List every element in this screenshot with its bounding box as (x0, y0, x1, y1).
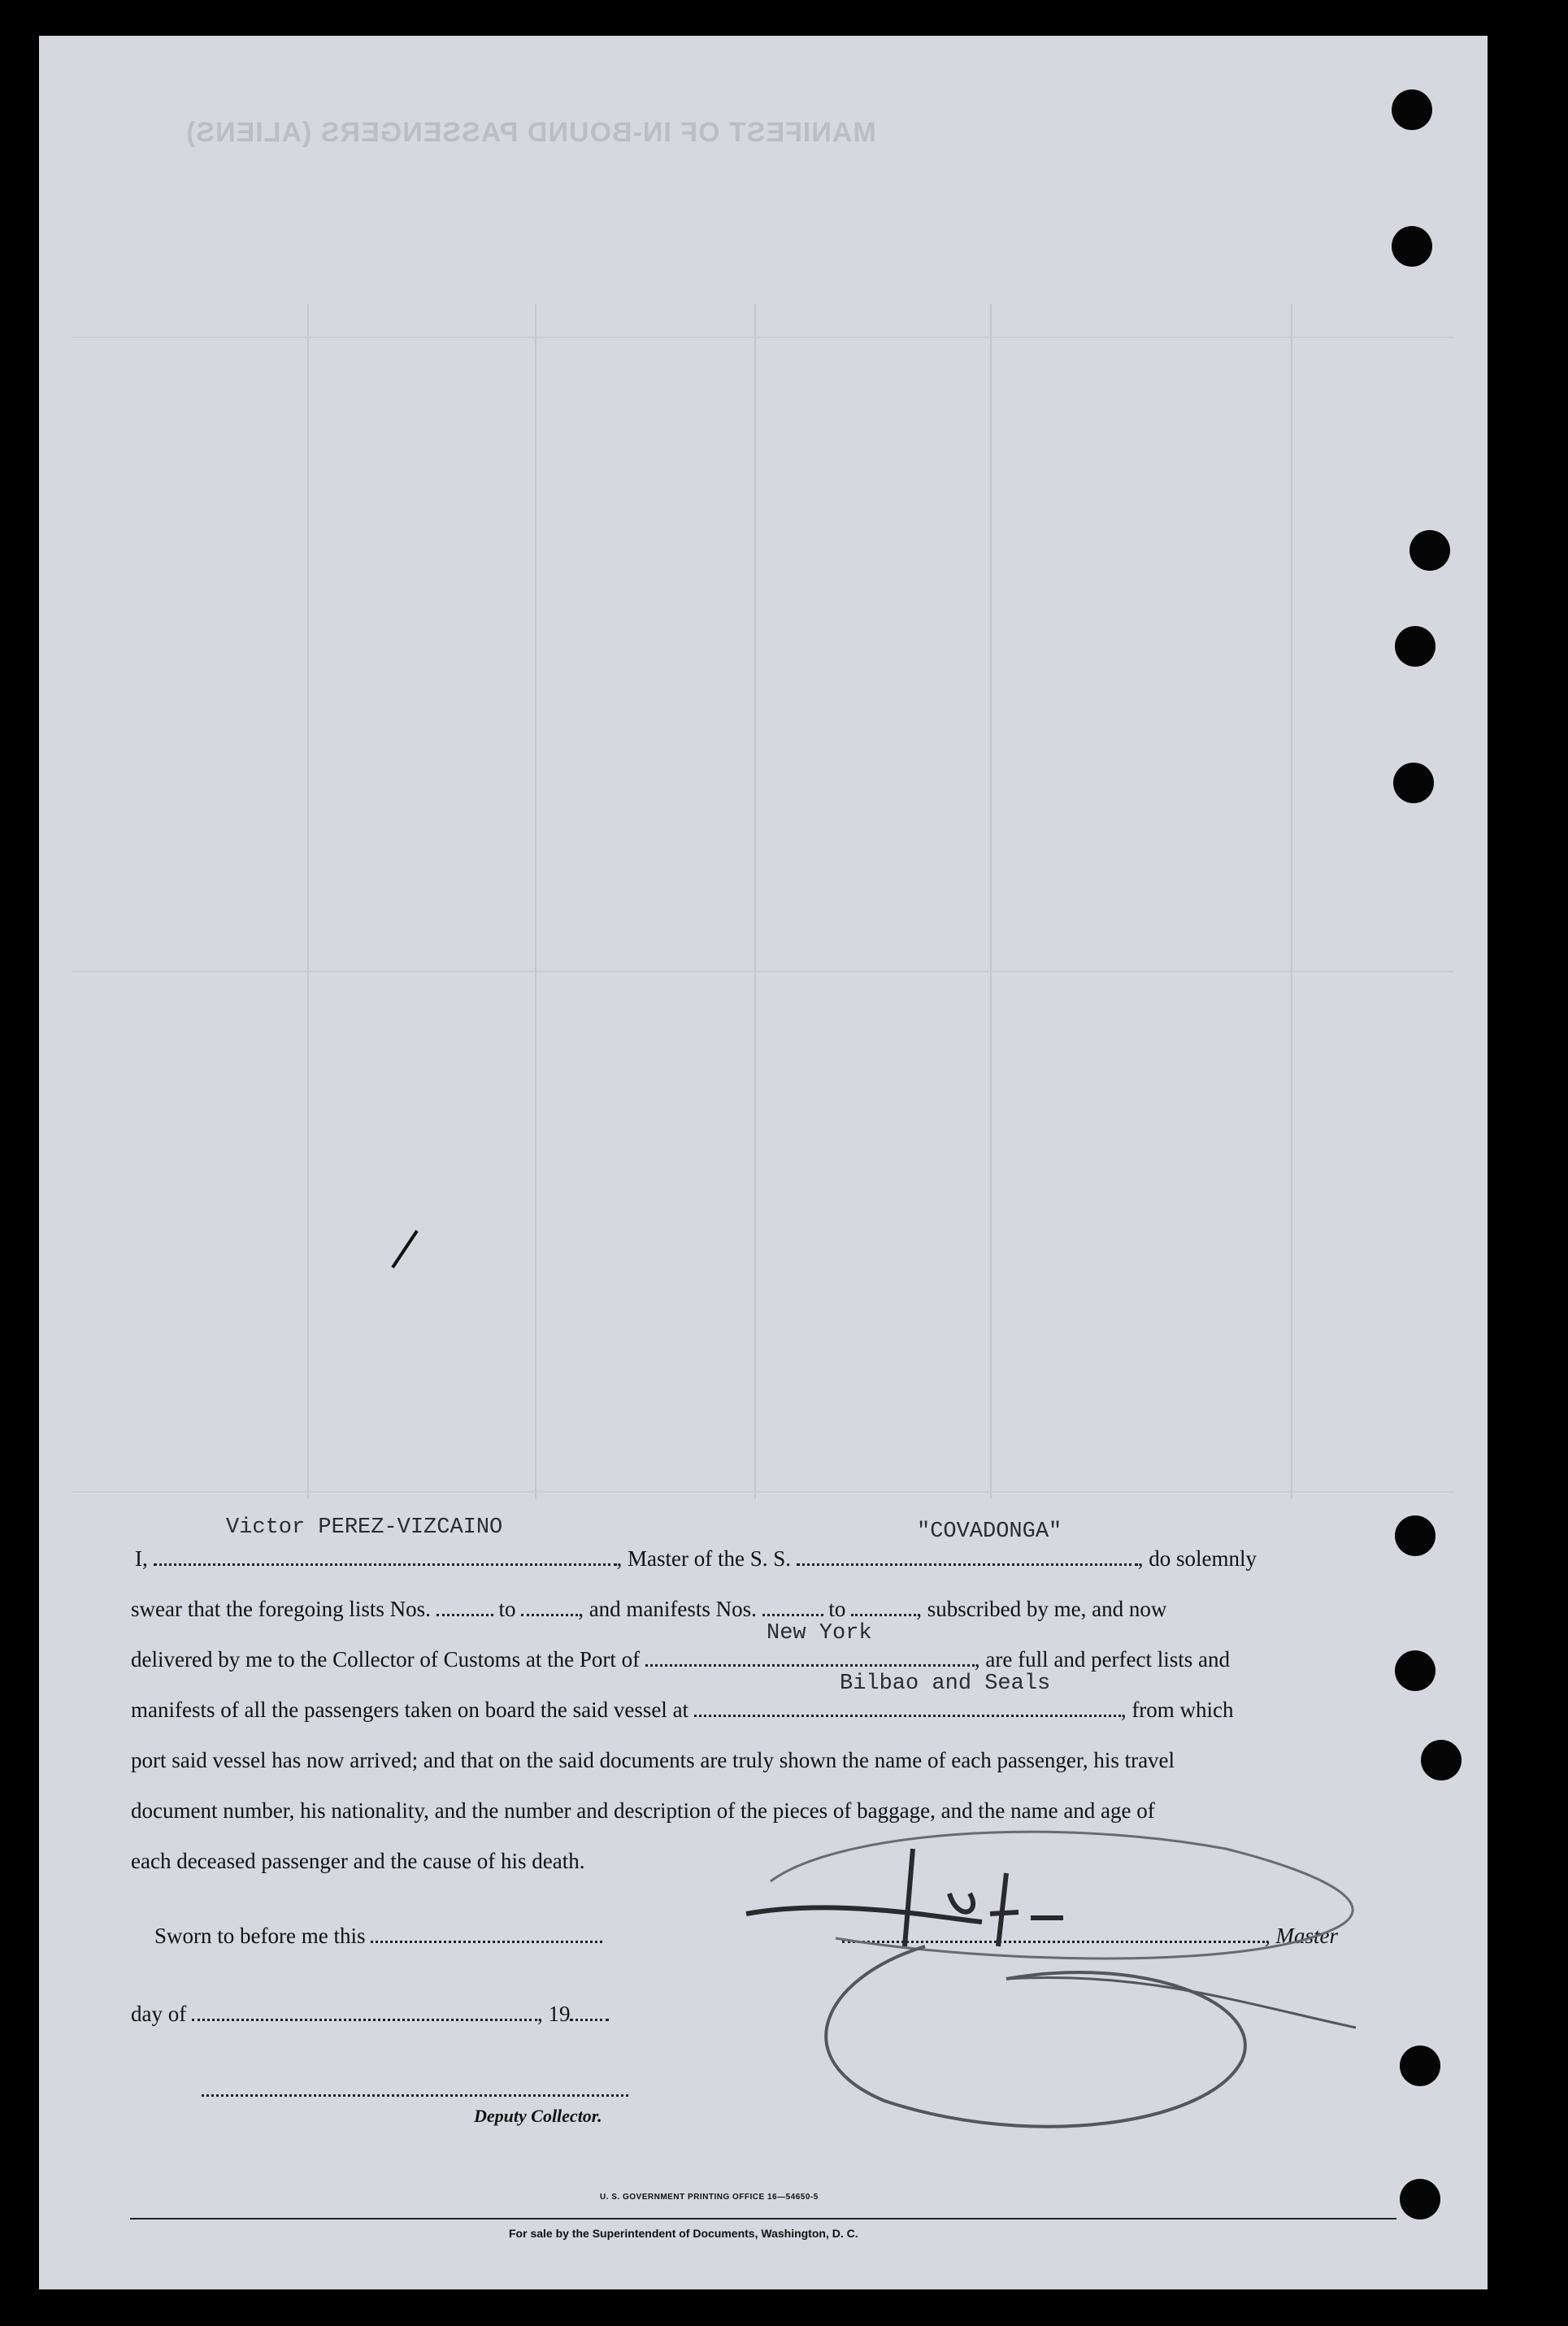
ghost-row-line (72, 971, 1453, 972)
day-of-field (192, 2004, 537, 2021)
oath-line-5: port said vessel has now arrived; and that on the said documents are truly shown the name of each passenger, his travel (131, 1748, 1175, 1772)
oath-line-4 (131, 1698, 1234, 1723)
master-name-field (154, 1549, 617, 1566)
year-field (570, 2004, 609, 2021)
ghost-column-line (990, 304, 992, 1499)
punch-hole (1395, 1515, 1436, 1556)
oath-text: , 19 (536, 2002, 571, 2026)
pen-mark (384, 1227, 425, 1276)
oath-text: swear that the foregoing lists Nos. (131, 1597, 431, 1621)
oath-text: delivered by me to the Collector of Customs at the Port of (131, 1647, 641, 1672)
deputy-collector-line (202, 2094, 628, 2097)
oath-text: , are full and perfect lists and (974, 1647, 1231, 1672)
printing-office-imprint: U. S. GOVERNMENT PRINTING OFFICE 16—54650-5 (600, 2193, 819, 2202)
punch-hole (1393, 763, 1434, 803)
master-signature (738, 1816, 1470, 2158)
ghost-column-line (754, 304, 756, 1499)
punch-hole (1395, 626, 1436, 667)
day-of-line (131, 2002, 609, 2027)
typed-master-name: Victor PEREZ-VIZCAINO (226, 1515, 503, 1540)
manifest-to-field (851, 1599, 916, 1616)
manifest-from-field (762, 1599, 823, 1616)
sworn-date-field (371, 1926, 602, 1943)
for-sale-notice: For sale by the Superintendent of Documents, Washington, D. C. (509, 2227, 858, 2240)
punch-hole (1392, 226, 1432, 267)
ghost-column-line (535, 304, 536, 1499)
oath-text: , and manifests Nos. (578, 1597, 757, 1621)
oath-text: , do solemnly (1137, 1546, 1257, 1571)
oath-text: , Master (1265, 1924, 1338, 1948)
oath-text: I, (135, 1546, 148, 1571)
ghost-column-line (1291, 304, 1292, 1499)
punch-hole (1395, 1650, 1436, 1691)
punch-hole (1409, 530, 1450, 571)
typed-port-of-departure: Bilbao and Seals (840, 1672, 1051, 1696)
list-from-field (437, 1599, 493, 1616)
oath-text: , Master of the S. S. (616, 1546, 791, 1571)
punch-hole (1400, 2179, 1440, 2219)
oath-text: Sworn to before me this (154, 1924, 366, 1948)
oath-text: manifests of all the passengers taken on board the said vessel at (131, 1698, 689, 1722)
port-of-arrival-field (645, 1650, 975, 1667)
port-of-departure-field (694, 1700, 1121, 1717)
ghost-header-title: MANIFEST OF IN-BOUND PASSENGERS (ALIENS) (185, 117, 876, 148)
ghost-column-line (307, 304, 309, 1499)
typed-port-of-arrival: New York (767, 1621, 872, 1646)
punch-hole (1400, 2046, 1440, 2086)
oath-text: to (498, 1597, 516, 1621)
oath-line-2 (131, 1597, 1166, 1622)
punch-hole (1421, 1740, 1462, 1780)
oath-line-1 (135, 1546, 1257, 1572)
manifest-page (39, 36, 1488, 2289)
oath-line-7: each deceased passenger and the cause of his death. (131, 1849, 585, 1873)
ghost-row-line (72, 1491, 1453, 1493)
punch-hole (1392, 89, 1432, 130)
ghost-row-line (72, 337, 1453, 338)
footer-rule (130, 2218, 1396, 2219)
vessel-name-field (797, 1549, 1138, 1566)
oath-line-6: document number, his nationality, and the number and description of the pieces of baggage, and the name and age of (131, 1798, 1155, 1823)
oath-text: , from which (1120, 1698, 1234, 1722)
oath-text: day of (131, 2002, 187, 2026)
oath-text: , subscribed by me, and now (916, 1597, 1167, 1621)
typed-vessel-name: "COVADONGA" (917, 1520, 1062, 1544)
deputy-collector-label: Deputy Collector. (474, 2106, 602, 2126)
oath-line-3 (131, 1647, 1230, 1672)
list-to-field (521, 1599, 578, 1616)
oath-text: to (828, 1597, 846, 1621)
sworn-line (154, 1924, 602, 1949)
